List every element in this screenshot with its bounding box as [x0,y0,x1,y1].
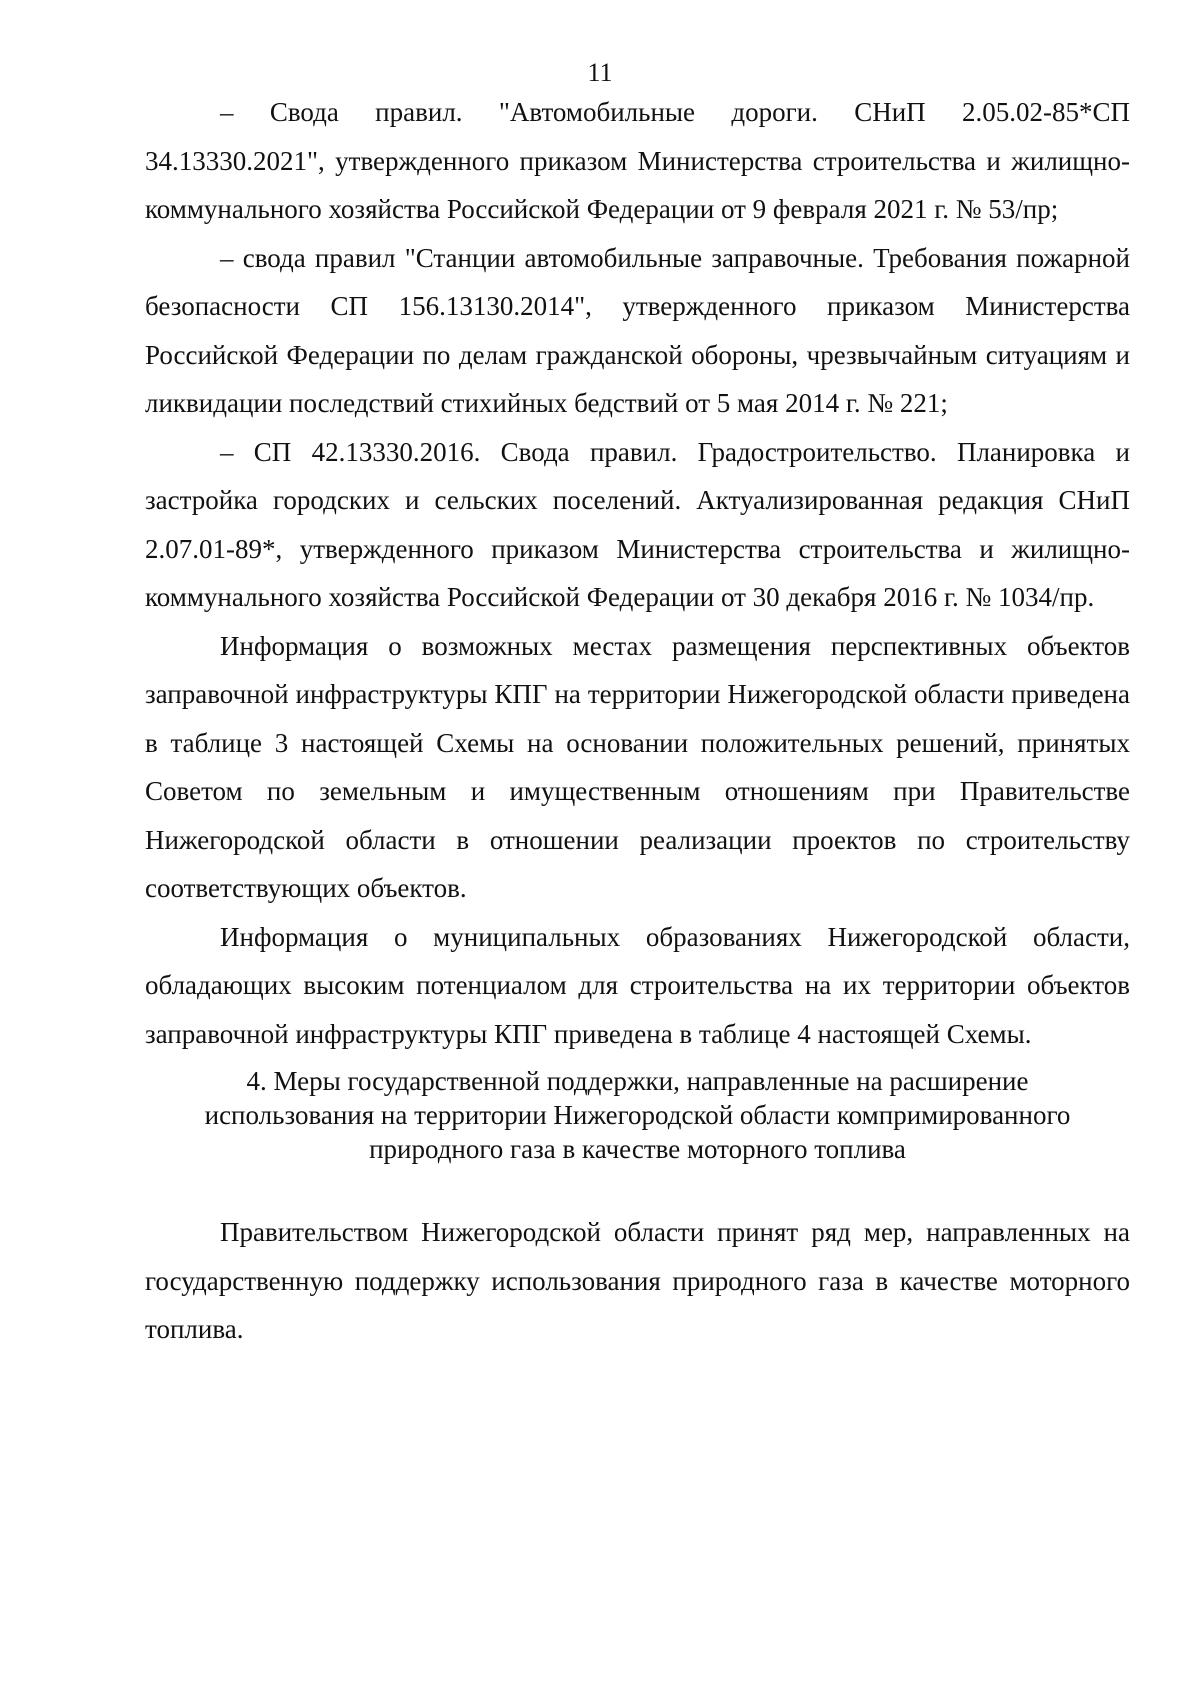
document-body [145,88,1130,1354]
page-number: 11 [587,58,613,87]
section-heading: 4. Меры государственной поддержки, направленные на расширение использования на территории Нижегородской области компримированного природного газа в качестве моторного топлива [204,1066,1071,1164]
paragraph-urban-planning: – СП 42.13330.2016. Свода правил. Градостроительство. Планировка и застройка городских и сельских поселений. Актуализированная редакция СНиП 2.07.01-89*, утвержденного приказом Министерства строительства и жилищно-коммунального хозяйства Российской Федерации от 30 декабря 2016 г. № 1034/пр. [145,436,1130,612]
paragraph-table-4-info: Информация о муниципальных образованиях Нижегородской области, обладающих высоким потенциалом для строительства на их территории объектов заправочной инфраструктуры КПГ приведена в таблице 4 настоящей Схемы. [145,921,1130,1049]
paragraph-government-measures: Правительством Нижегородской области принят ряд мер, направленных на государственную поддержку использования природного газа в качестве моторного топлива. [145,1217,1130,1344]
heading-spacer [145,1166,1130,1208]
paragraph-snip-roads: – Свода правил. "Автомобильные дороги. СНиП 2.05.02-85*СП 34.13330.2021", утвержденного приказом Министерства строительства и жилищно-коммунального хозяйства Российской Федерации от 9 февраля 2021 г. № 53/пр; [145,97,1130,224]
paragraph-table-3-info: Информация о возможных местах размещения перспективных объектов заправочной инфраструктуры КПГ на территории Нижегородской области приведена в таблице 3 настоящей Схемы на основании положительных решений, принятых Советом по земельным и имущественным отношениям при Правительстве Нижегородской области в отношении реализации проектов по строительству соответствующих объектов. [145,630,1130,903]
paragraph-fuel-stations-fire-safety: – свода правил "Станции автомобильные заправочные. Требования пожарной безопасности СП 156.13130.2014", утвержденного приказом Министерства Российской Федерации по делам гражданской обороны, чрезвычайным ситуациям и ликвидации последствий стихийных бедствий от 5 мая 2014 г. № 221; [145,242,1130,418]
